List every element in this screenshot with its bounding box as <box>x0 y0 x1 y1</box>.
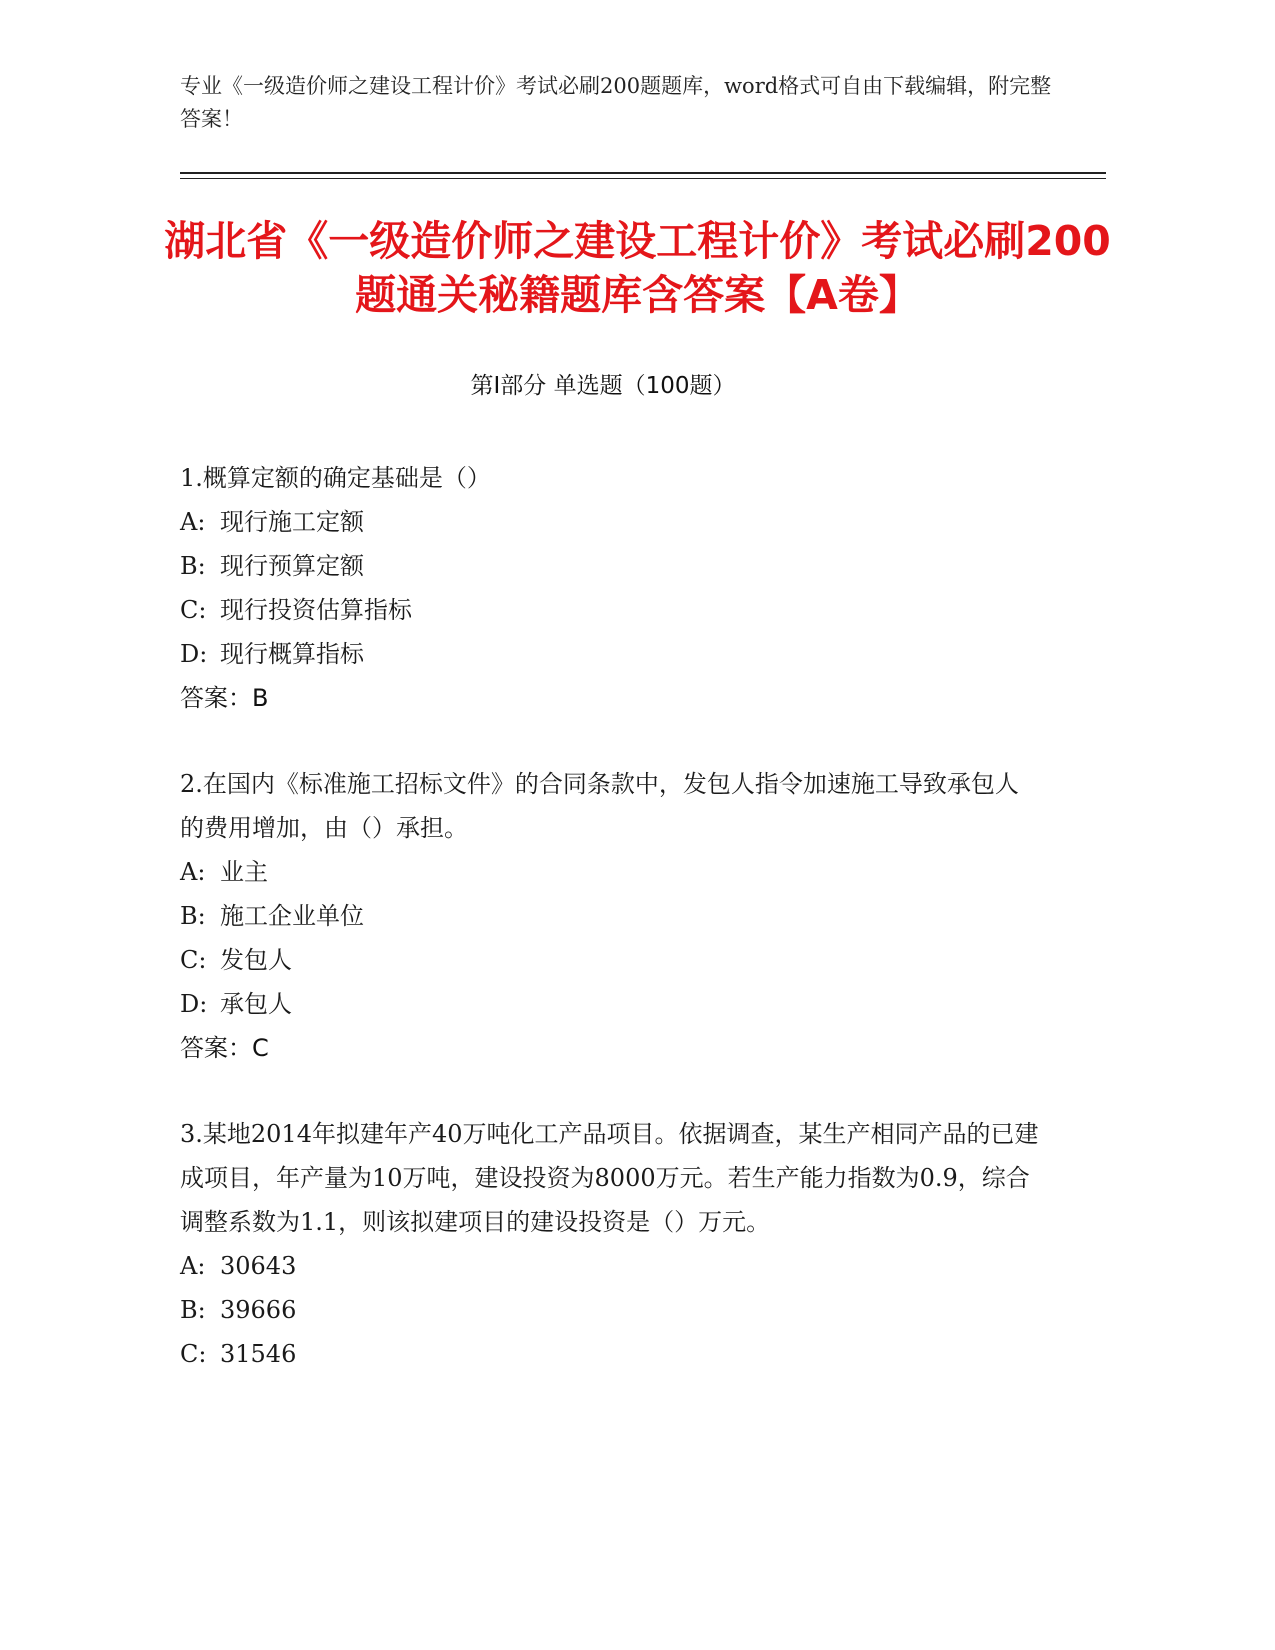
option-text: 现行施工定额 <box>220 508 364 536</box>
option-text: 现行投资估算指标 <box>220 596 412 624</box>
option-text: 业主 <box>220 858 268 886</box>
option-letter: C: <box>180 1340 207 1368</box>
option-letter: B: <box>180 552 206 580</box>
option-c <box>180 938 1040 982</box>
option-c <box>180 1332 1040 1376</box>
option-letter: B: <box>180 1296 206 1324</box>
option-letter: A: <box>180 508 206 536</box>
question-3 <box>180 1112 1040 1376</box>
option-text: 发包人 <box>220 946 292 974</box>
question-list <box>180 456 1040 1418</box>
option-letter: B: <box>180 902 206 930</box>
option-text: 31546 <box>220 1340 297 1368</box>
option-a <box>180 850 1040 894</box>
option-d <box>180 632 1040 676</box>
section-heading: 第I部分 单选题（100题） <box>470 373 736 399</box>
option-text: 现行概算指标 <box>220 640 364 668</box>
question-stem: 2.在国内《标准施工招标文件》的合同条款中，发包人指令加速施工导致承包人的费用增加，由（）承担。 <box>180 770 1019 842</box>
option-text: 30643 <box>220 1252 297 1280</box>
header-divider-thick <box>180 172 1106 174</box>
option-letter: C: <box>180 946 207 974</box>
option-letter: D: <box>180 640 208 668</box>
question-2 <box>180 762 1040 1070</box>
option-letter: A: <box>180 858 206 886</box>
option-c <box>180 588 1040 632</box>
option-b <box>180 894 1040 938</box>
option-b <box>180 1288 1040 1332</box>
document-title: 湖北省《一级造价师之建设工程计价》考试必刷200题通关秘籍题库含答案【A卷】 <box>164 217 1111 319</box>
option-letter: C: <box>180 596 207 624</box>
option-a <box>180 1244 1040 1288</box>
option-text: 现行预算定额 <box>220 552 364 580</box>
answer: 答案：C <box>180 1034 269 1062</box>
answer: 答案：B <box>180 684 269 712</box>
question-stem: 1.概算定额的确定基础是（） <box>180 464 491 492</box>
option-a <box>180 500 1040 544</box>
option-text: 39666 <box>220 1296 297 1324</box>
option-text: 施工企业单位 <box>220 902 364 930</box>
header-divider-thin <box>180 178 1106 179</box>
option-b <box>180 544 1040 588</box>
header-note: 专业《一级造价师之建设工程计价》考试必刷200题题库，word格式可自由下载编辑，附完整答案！ <box>180 74 1052 131</box>
option-letter: A: <box>180 1252 206 1280</box>
question-1 <box>180 456 1040 720</box>
option-letter: D: <box>180 990 208 1018</box>
question-stem: 3.某地2014年拟建年产40万吨化工产品项目。依据调查，某生产相同产品的已建成项目，年产量为10万吨，建设投资为8000万元。若生产能力指数为0.9，综合调整系数为1.1，则该拟建项目的建设投资是（）万元。 <box>180 1120 1039 1236</box>
option-d <box>180 982 1040 1026</box>
option-text: 承包人 <box>220 990 292 1018</box>
